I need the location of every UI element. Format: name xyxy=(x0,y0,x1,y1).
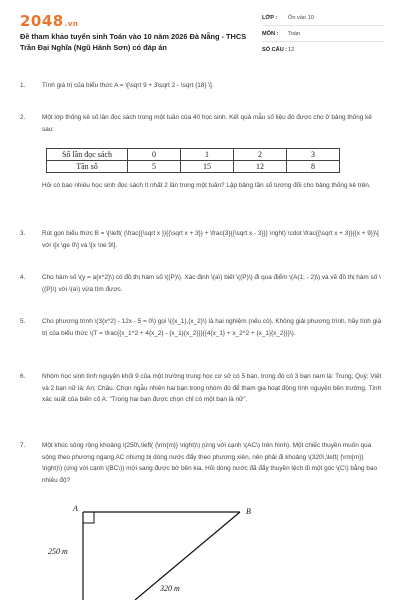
table-row xyxy=(47,149,340,161)
question-7 xyxy=(20,440,382,486)
meta-label: SỐ CÂU : xyxy=(262,47,288,53)
frequency-table xyxy=(46,148,340,173)
table-cell: 0 xyxy=(128,149,181,161)
side-label-ac: 250 m xyxy=(48,547,68,556)
question-6 xyxy=(20,371,382,406)
question-text: Một lớp thống kê số lần đọc sách trong một tuần của 40 học sinh. Kết quả mẫu số liệu đó được cho ở bảng thống kê sau: xyxy=(42,114,372,133)
table-cell: 2 xyxy=(234,149,287,161)
question-text: Tính giá trị của biểu thức A = \[\sqrt 9 + 3\sqrt 2 - \sqrt {18} \]. xyxy=(42,82,214,89)
side-bc xyxy=(135,512,240,600)
vertex-label-a: A xyxy=(73,504,78,513)
brand-name: 2048 xyxy=(20,12,64,30)
question-text: Nhóm học sinh tình nguyện khối 9 của một trường trung học cơ sở có 5 bạn, trong đó có 3 bạn nam là: Trung; Quý; Việt và 2 bạn nữ là: An; Châu. Chọn ngẫu nhiên hai bạn trong nhóm đó để tham gia hoạt động tình nguyện bên trường. Tính xác suất của biến cố A: "Trong hai bạn được chọn chỉ có một bạn là nữ". xyxy=(42,373,382,403)
meta-value: Toán xyxy=(288,31,301,37)
site-logo[interactable] xyxy=(20,12,78,30)
table-cell: 15 xyxy=(181,161,234,173)
question-2 xyxy=(20,112,382,135)
meta-row-class xyxy=(262,13,384,26)
question-text: Cho hàm số \(y = a{x^2}\) có đồ thị hàm số \((P)\). Xác định \(a\) biết \((P)\) đi qua điểm \(A(1; - 2)\) và vẽ đồ thị hàm số \((P)\) với \(a\) vừa tìm được. xyxy=(42,274,381,293)
brand-suffix: .vn xyxy=(64,20,79,28)
right-angle-mark xyxy=(83,512,94,523)
question-number: 5. xyxy=(20,318,26,325)
question-number: 6. xyxy=(20,373,26,380)
question-4 xyxy=(20,272,382,295)
meta-box xyxy=(262,13,384,60)
table-cell: 1 xyxy=(181,149,234,161)
document-title: Đề tham khảo tuyển sinh Toán vào 10 năm 2026 Đà Nẵng - THCS Trần Đại Nghĩa (Ngũ Hành Sơn) có đáp án xyxy=(20,32,247,52)
question-number: 1. xyxy=(20,82,26,89)
table-header-cell: Tần số xyxy=(47,161,128,173)
vertex-label-b: B xyxy=(246,507,251,516)
question-text: Một khúc sông rộng khoảng \(250\,\left( {\rm{m}} \right)\) (ứng với cạnh \(AC\) trên hình). Một chiếc thuyền muốn qua sông theo phương ngang AC nhưng bị dòng nước đẩy theo phương xiên, nên phải đi khoảng \(320\,\left( {\rm{m}} \right)\) (ứng với cạnh \(BC\)) mới sang được bờ bên kia. Hỏi dòng nước đã đẩy thuyền lệch đi một góc \(C\) bằng bao nhiêu độ? xyxy=(42,442,378,484)
meta-row-subject xyxy=(262,29,384,42)
question-2-followup xyxy=(20,180,382,192)
table-cell: 12 xyxy=(234,161,287,173)
question-3 xyxy=(20,228,382,251)
question-text: Cho phương trình \(3{x^2} - 12x - 5 = 0\) gọi \({x_1},{x_2}\) là hai nghiệm (nếu có). Không giải phương trình, hãy tính giá trị của biểu thức \(T = \frac{{x_1^2 + 4{x_2} - {x_1}{x_2}}}{{4{x_1} + x_2^2 + {x_1}{x_2}}}\). xyxy=(42,318,382,337)
meta-label: LỚP : xyxy=(262,15,278,21)
question-1 xyxy=(20,80,382,92)
question-number: 2. xyxy=(20,114,26,121)
meta-label: MÔN : xyxy=(262,31,279,37)
table-cell: 3 xyxy=(287,149,340,161)
meta-value: Ôn vào 10 xyxy=(288,15,314,21)
triangle-figure xyxy=(0,498,400,600)
table-row xyxy=(47,161,340,173)
meta-row-count xyxy=(262,45,384,57)
question-5 xyxy=(20,316,382,339)
table-header-cell: Số lần đọc sách xyxy=(47,149,128,161)
question-number: 3. xyxy=(20,230,26,237)
side-label-bc: 320 m xyxy=(160,584,180,593)
question-number: 7. xyxy=(20,442,26,449)
table-cell: 8 xyxy=(287,161,340,173)
question-text: Rút gọn biểu thức B = \[\left( {\frac{{\sqrt x }}{{\sqrt x + 3}} + \frac{3}{{\sqrt x - 3}}} \right) \cdot \frac{{\sqrt x + 3}}{{x + 9}}\] với \[x \ge 0\] và \[x \ne 9\]. xyxy=(42,230,379,249)
meta-value: 12 xyxy=(288,47,295,53)
question-text: Hỏi có bao nhiêu học sinh đọc sách ít nhất 2 lần trong một tuần? Lập bảng tần số tương đối cho bảng thống kê trên. xyxy=(42,182,371,189)
question-number: 4. xyxy=(20,274,26,281)
table-cell: 5 xyxy=(128,161,181,173)
